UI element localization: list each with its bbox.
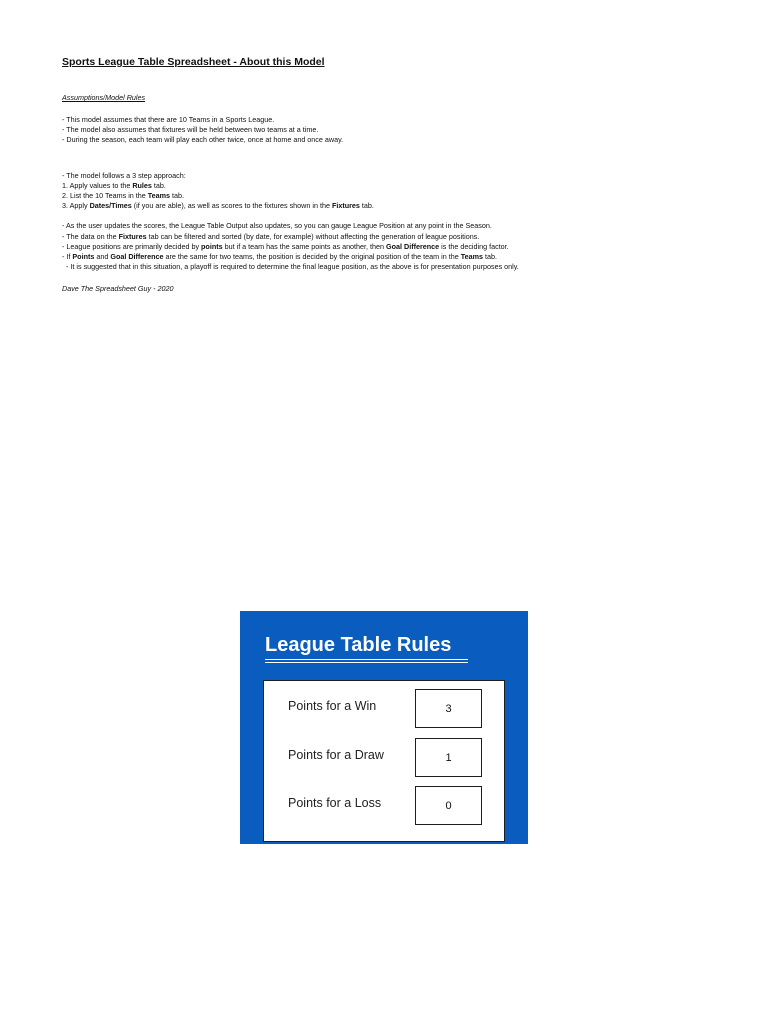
rule-label-loss: Points for a Loss: [288, 796, 382, 810]
rule-label-draw: Points for a Draw: [288, 748, 384, 762]
rules-panel-title: League Table Rules: [265, 634, 452, 656]
assumption-line: - This model assumes that there are 10 Teams in a Sports League.: [62, 115, 275, 124]
title-underline: [265, 659, 468, 660]
title-underline: [265, 662, 468, 663]
assumption-line: - The model also assumes that fixtures will be held between two teams at a time.: [62, 125, 319, 135]
section-heading: Assumptions/Model Rules: [62, 93, 146, 102]
document-title: Sports League Table Spreadsheet - About this Model: [62, 56, 325, 68]
points-draw-cell[interactable]: 1: [415, 738, 482, 777]
approach-intro: - The model follows a 3 step approach:: [62, 170, 186, 180]
league-table-rules-panel: [240, 611, 528, 844]
note-line: - League positions are primarily decided by points but if a team has the same points as another, then Goal Difference is the deciding factor.: [62, 241, 509, 251]
about-document: [62, 56, 722, 294]
step-line: 1. Apply values to the Rules tab.: [62, 180, 166, 190]
points-win-cell[interactable]: 3: [415, 689, 482, 728]
note-line: - It is suggested that in this situation, a playoff is required to determine the final league position, as the above is for presentation purposes only.: [62, 262, 519, 272]
points-loss-cell[interactable]: 0: [415, 786, 482, 825]
step-line: 3. Apply Dates/Times (if you are able), as well as scores to the fixtures shown in the Fixtures tab.: [62, 201, 374, 211]
assumption-line: - During the season, each team will play each other twice, once at home and once away.: [62, 135, 344, 145]
step-line: 2. List the 10 Teams in the Teams tab.: [62, 191, 185, 201]
note-line: - As the user updates the scores, the League Table Output also updates, so you can gauge League Position at any point in the Season.: [62, 221, 492, 231]
note-line: - The data on the Fixtures tab can be filtered and sorted (by date, for example) without affecting the generation of league positions.: [62, 231, 480, 241]
note-line: - If Points and Goal Difference are the same for two teams, the position is decided by the original position of the team in the Teams tab.: [62, 252, 497, 262]
author-credit: Dave The Spreadsheet Guy - 2020: [62, 284, 174, 294]
rule-label-win: Points for a Win: [288, 699, 377, 713]
rules-box: [263, 680, 505, 842]
